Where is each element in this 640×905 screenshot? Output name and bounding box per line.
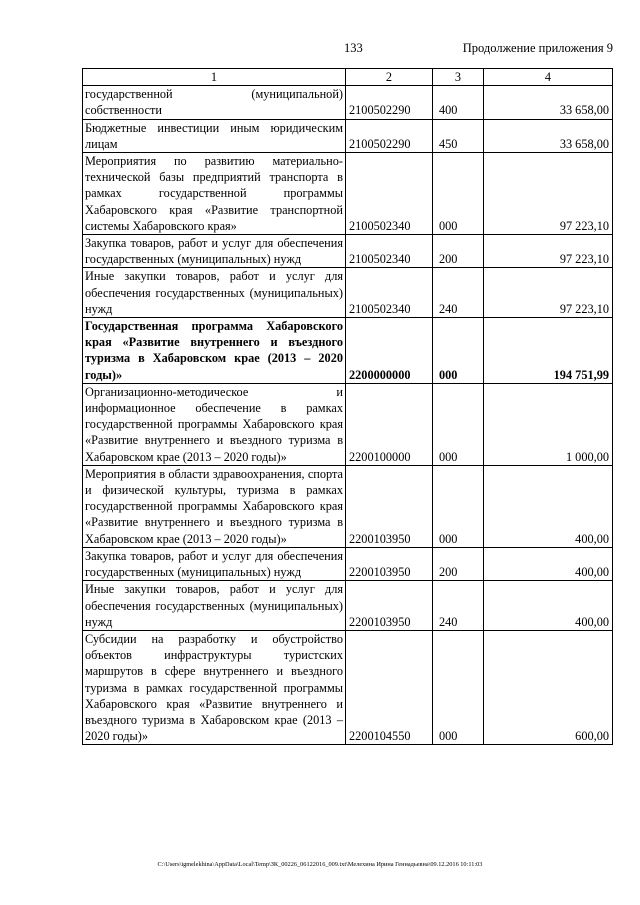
table-row <box>83 581 613 631</box>
row-expense-type-cell: 000 <box>433 465 484 547</box>
row-code-cell: 2100502290 <box>346 119 433 152</box>
table-row <box>83 630 613 744</box>
row-code-cell: 2200103950 <box>346 581 433 631</box>
row-expense-type-cell: 000 <box>433 630 484 744</box>
table-body <box>83 86 613 745</box>
table-row <box>83 153 613 235</box>
row-amount-cell: 400,00 <box>484 547 613 580</box>
row-expense-type-cell: 000 <box>433 153 484 235</box>
row-code-cell: 2200103950 <box>346 547 433 580</box>
row-name-cell: Субсидии на разработку и обустройство объектов инфраструктуры туристских маршрутов в сфере внутреннего и въездного туризма в рамках государственной программы Хабаровского края «Развитие внутреннего и въездного туризма в Хабаровском крае (2013 – 2020 годы)» <box>83 630 346 744</box>
row-amount-cell: 97 223,10 <box>484 235 613 268</box>
row-name-cell: Государственная программа Хабаровского края «Развитие внутреннего и въездного туризма в Хабаровском крае (2013 – 2020 годы)» <box>83 318 346 384</box>
row-name-cell: Закупка товаров, работ и услуг для обеспечения государственных (муниципальных) нужд <box>83 235 346 268</box>
row-code-cell: 2200103950 <box>346 465 433 547</box>
row-name-cell: Иные закупки товаров, работ и услуг для обеспечения государственных (муниципальных) нужд <box>83 581 346 631</box>
table-row <box>83 119 613 152</box>
row-amount-cell: 400,00 <box>484 581 613 631</box>
row-name-cell: Закупка товаров, работ и услуг для обеспечения государственных (муниципальных) нужд <box>83 547 346 580</box>
file-path-footer: C:\Users\igmelekhina\AppData\Local\Temp\ЗК_00226_06122016_009.txt\Мелехина Ирина Геннадьевна\09.12.2016 10:11:03 <box>157 861 483 868</box>
budget-table <box>82 68 613 745</box>
row-amount-cell: 97 223,10 <box>484 268 613 318</box>
row-code-cell: 2100502290 <box>346 86 433 119</box>
row-name-cell: Иные закупки товаров, работ и услуг для обеспечения государственных (муниципальных) нужд <box>83 268 346 318</box>
row-expense-type-cell: 000 <box>433 383 484 465</box>
row-code-cell: 2100502340 <box>346 268 433 318</box>
row-code-cell: 2100502340 <box>346 153 433 235</box>
row-code-cell: 2200104550 <box>346 630 433 744</box>
table-row <box>83 547 613 580</box>
column-header: 2 <box>346 69 433 86</box>
row-amount-cell: 600,00 <box>484 630 613 744</box>
row-expense-type-cell: 240 <box>433 581 484 631</box>
row-expense-type-cell: 450 <box>433 119 484 152</box>
row-amount-cell: 33 658,00 <box>484 86 613 119</box>
row-name-cell: Мероприятия по развитию материально-технической базы предприятий транспорта в рамках государственной программы Хабаровского края «Развитие транспортной системы Хабаровского края» <box>83 153 346 235</box>
page-number: 133 <box>344 41 363 55</box>
column-number-header-row <box>83 69 613 86</box>
column-header: 1 <box>83 69 346 86</box>
row-expense-type-cell: 000 <box>433 318 484 384</box>
row-name-cell: государственной (муниципальной) собственности <box>83 86 346 119</box>
row-name-cell: Бюджетные инвестиции иным юридическим лицам <box>83 119 346 152</box>
row-name-cell: Организационно-методическое и информационное обеспечение в рамках государственной программы Хабаровского края «Развитие внутреннего и въездного туризма в Хабаровском крае (2013 – 2020 годы)» <box>83 383 346 465</box>
table-row <box>83 268 613 318</box>
row-code-cell: 2100502340 <box>346 235 433 268</box>
row-code-cell: 2200000000 <box>346 318 433 384</box>
table-row <box>83 235 613 268</box>
table-row <box>83 318 613 384</box>
column-header: 4 <box>484 69 613 86</box>
row-expense-type-cell: 200 <box>433 547 484 580</box>
row-expense-type-cell: 240 <box>433 268 484 318</box>
table-row <box>83 86 613 119</box>
row-name-cell: Мероприятия в области здравоохранения, спорта и физической культуры, туризма в рамках государственной программы Хабаровского края «Развитие внутреннего и въездного туризма в Хабаровском крае (2013 – 2020 годы)» <box>83 465 346 547</box>
table-row <box>83 465 613 547</box>
appendix-continuation-label: Продолжение приложения 9 <box>462 41 613 55</box>
row-amount-cell: 97 223,10 <box>484 153 613 235</box>
table-row <box>83 383 613 465</box>
row-amount-cell: 33 658,00 <box>484 119 613 152</box>
row-code-cell: 2200100000 <box>346 383 433 465</box>
column-header: 3 <box>433 69 484 86</box>
row-expense-type-cell: 400 <box>433 86 484 119</box>
row-expense-type-cell: 200 <box>433 235 484 268</box>
row-amount-cell: 1 000,00 <box>484 383 613 465</box>
row-amount-cell: 194 751,99 <box>484 318 613 384</box>
row-amount-cell: 400,00 <box>484 465 613 547</box>
